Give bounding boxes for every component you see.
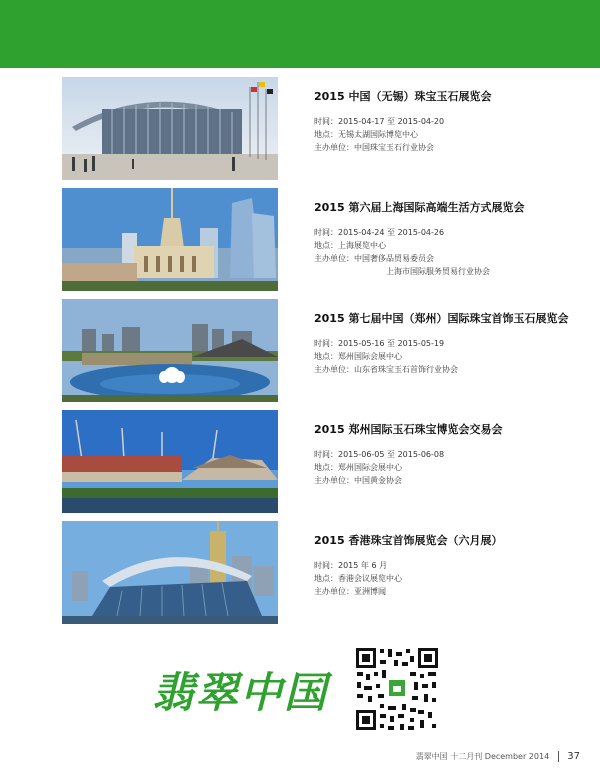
exhibition-info <box>314 311 580 376</box>
exhibition-venue: 地点：香港会议展览中心 <box>314 574 402 583</box>
venue-photo-shanghai <box>62 188 278 291</box>
exhibition-time: 时间：2015-04-24 至 2015-04-26 <box>314 228 445 237</box>
exhibition-venue: 地点：郑州国际会展中心 <box>314 463 402 472</box>
page-footer <box>416 751 580 762</box>
exhibition-time: 时间：2015-04-17 至 2015-04-20 <box>314 117 445 126</box>
exhibition-entry <box>62 188 580 291</box>
exhibition-entry <box>62 410 580 513</box>
venue-photo-zhengzhou-expo <box>62 410 278 513</box>
venue-photo-hongkong <box>62 521 278 624</box>
exhibition-title: 2015 第七届中国（郑州）国际珠宝首饰玉石展览会 <box>314 312 569 325</box>
exhibition-title: 2015 中国（无锡）珠宝玉石展览会 <box>314 90 492 103</box>
exhibition-venue: 地点：无锡太湖国际博览中心 <box>314 130 418 139</box>
header-band <box>0 0 600 68</box>
exhibition-time: 时间：2015-05-16 至 2015-05-19 <box>314 339 445 348</box>
exhibition-entry <box>62 299 580 402</box>
brand-logo <box>152 652 342 720</box>
exhibition-info <box>314 200 580 278</box>
exhibition-title: 2015 第六届上海国际高端生活方式展览会 <box>314 201 525 214</box>
footer-magazine: 翡翠中国 <box>415 752 448 761</box>
exhibition-info <box>314 89 580 154</box>
exhibition-organizer-extra: 上海市国际服务贸易行业协会 <box>386 267 490 276</box>
exhibition-time: 时间：2015-06-05 至 2015-06-08 <box>314 450 445 459</box>
exhibition-organizer: 主办单位：亚洲博闻 <box>314 587 386 596</box>
footer-issue: 十二月刊 <box>450 752 483 761</box>
exhibition-entry <box>62 521 580 624</box>
venue-photo-zhengzhou <box>62 299 278 402</box>
footer-month: December 2014 <box>484 752 550 761</box>
exhibition-organizer: 主办单位：中国黄金协会 <box>314 476 402 485</box>
exhibition-entry <box>62 77 580 180</box>
footer-divider <box>558 751 559 762</box>
exhibition-venue: 地点：郑州国际会展中心 <box>314 352 402 361</box>
exhibition-info <box>314 422 580 487</box>
exhibition-title: 2015 郑州国际玉石珠宝博览会交易会 <box>314 423 503 436</box>
page-number: 37 <box>567 751 580 762</box>
qr-code-icon <box>354 646 440 732</box>
exhibition-venue: 地点：上海展览中心 <box>314 241 386 250</box>
exhibition-title: 2015 香港珠宝首饰展览会（六月展） <box>314 534 503 547</box>
exhibition-organizer: 主办单位：中国珠宝玉石行业协会 <box>314 143 434 152</box>
logo-text: 翡翠中国 <box>152 668 329 717</box>
exhibition-time: 时间：2015 年 6 月 <box>314 561 388 570</box>
venue-photo-wuxi <box>62 77 278 180</box>
exhibition-info <box>314 533 580 598</box>
exhibition-organizer: 主办单位：中国奢侈品贸易委员会 <box>314 254 434 263</box>
exhibition-organizer: 主办单位：山东省珠宝玉石首饰行业协会 <box>314 365 458 374</box>
